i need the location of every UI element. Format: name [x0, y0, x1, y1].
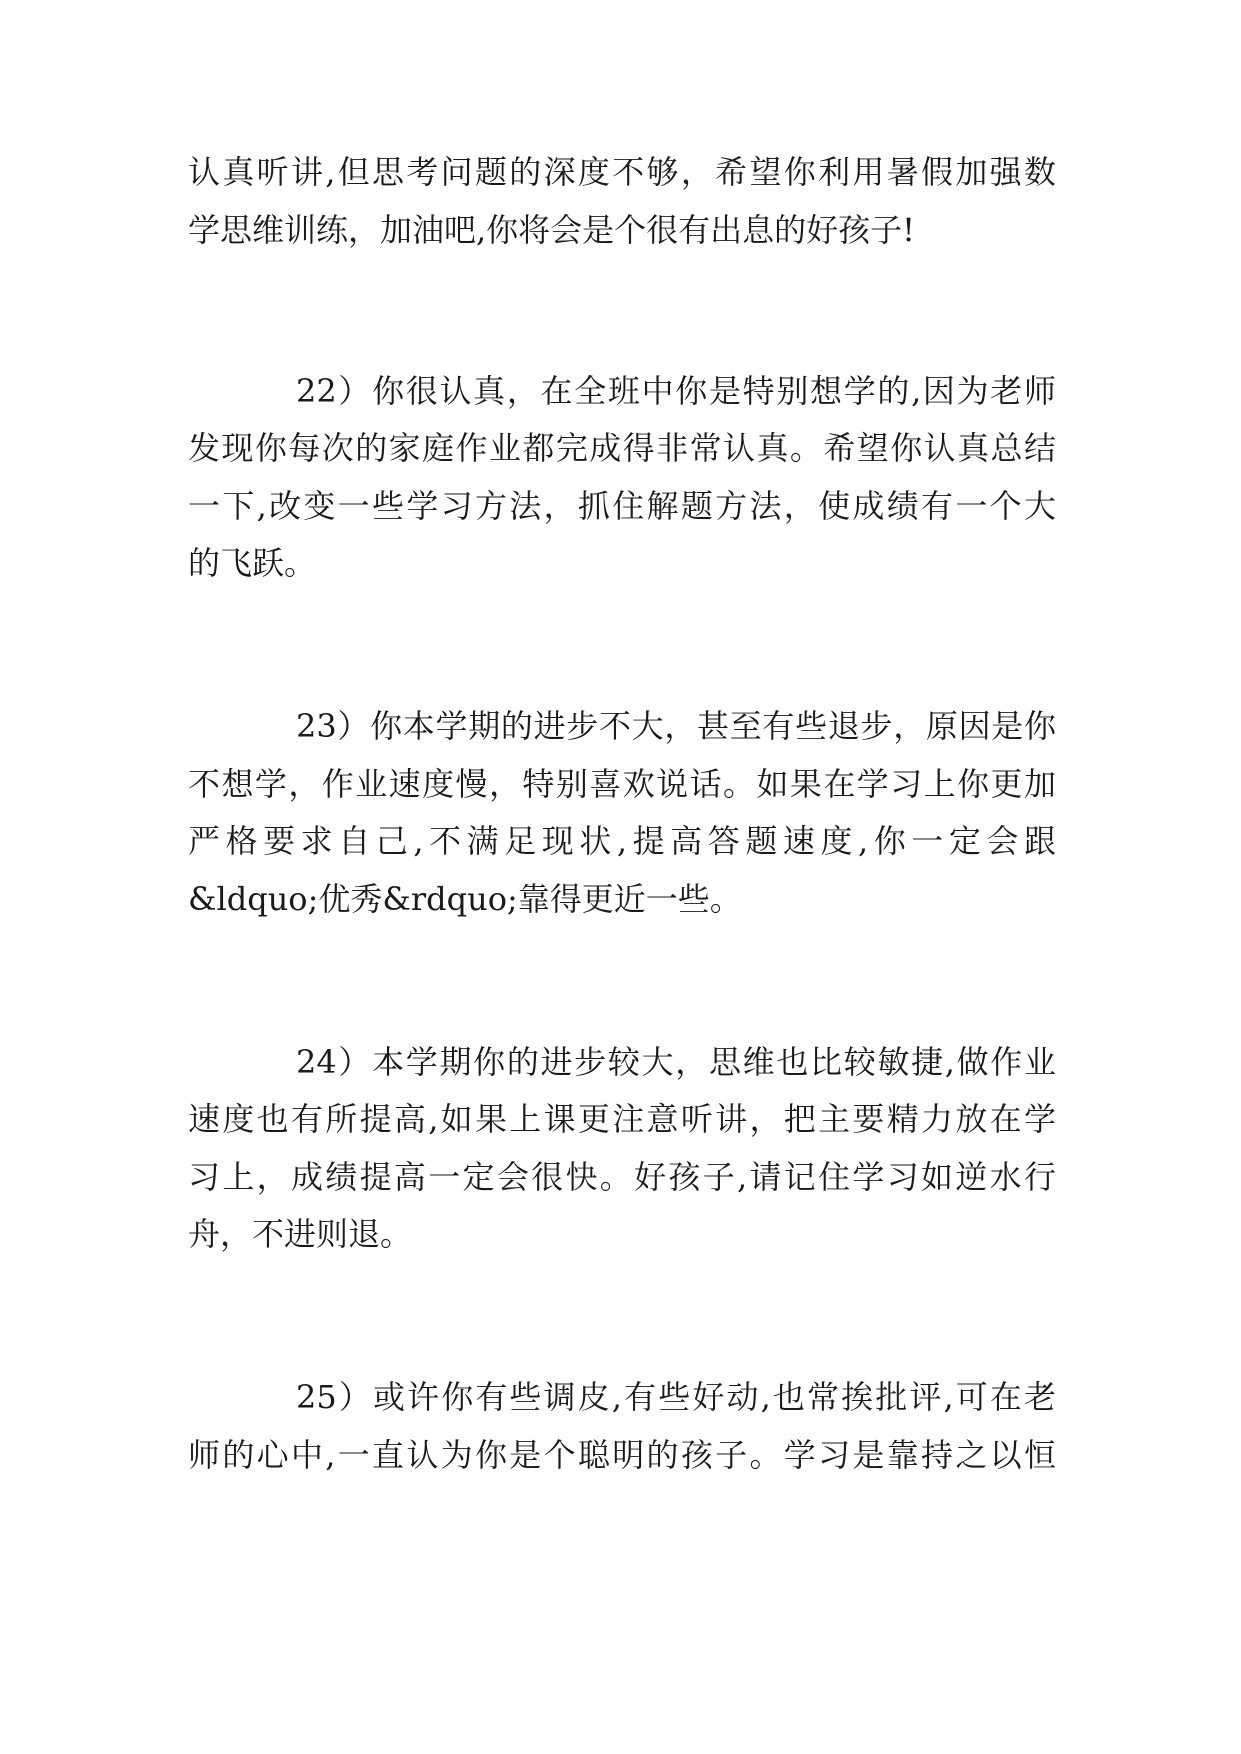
text-line: &ldquo;优秀&rdquo;靠得更近一些。 — [188, 880, 742, 918]
text-line: 的飞跃。 — [188, 544, 317, 582]
text-line: 22）你很认真，在全班中你是特别想学的,因为老师 — [296, 372, 1056, 410]
text-line: 一下,改变一些学习方法，抓住解题方法，使成绩有一个大 — [188, 487, 1056, 525]
text-line: 发现你每次的家庭作业都完成得非常认真。希望你认真总结 — [188, 429, 1056, 467]
text-line: 舟，不进则退。 — [188, 1215, 413, 1253]
text-line: 速度也有所提高,如果上课更注意听讲，把主要精力放在学 — [188, 1100, 1056, 1138]
text-line: 23）你本学期的进步不大，甚至有些退步，原因是你 — [296, 707, 1056, 745]
text-line: 25）或许你有些调皮,有些好动,也常挨批评,可在老 — [296, 1378, 1056, 1416]
text-line: 学思维训练，加油吧,你将会是个很有出息的好孩子! — [188, 211, 916, 249]
text-line: 师的心中,一直认为你是个聪明的孩子。学习是靠持之以恒 — [188, 1436, 1056, 1474]
text-line: 24）本学期你的进步较大，思维也比较敏捷,做作业 — [296, 1043, 1056, 1081]
text-line: 认真听讲,但思考问题的深度不够，希望你利用暑假加强数 — [188, 153, 1056, 191]
text-line: 不想学，作业速度慢，特别喜欢说话。如果在学习上你更加 — [188, 765, 1056, 803]
text-line: 习上，成绩提高一定会很快。好孩子,请记住学习如逆水行 — [188, 1158, 1056, 1196]
text-line: 严格要求自己,不满足现状,提高答题速度,你一定会跟 — [188, 822, 1056, 860]
